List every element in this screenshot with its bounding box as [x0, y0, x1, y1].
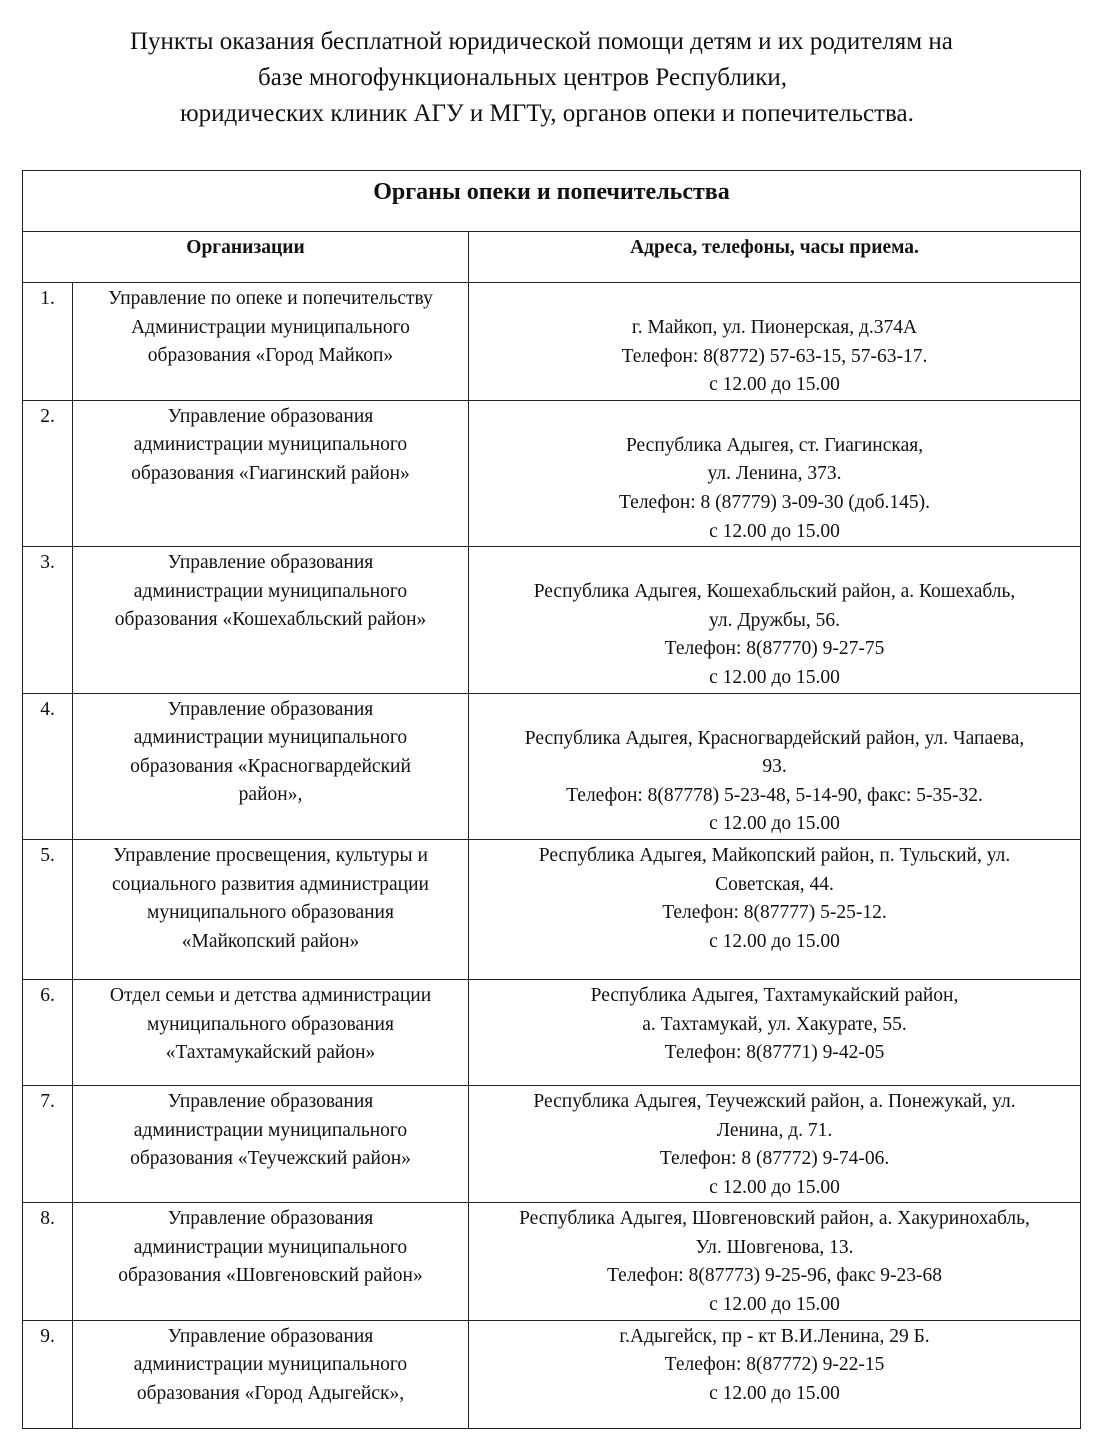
row-number: 4. — [23, 693, 73, 839]
org-line: администрации муниципального — [133, 1236, 408, 1258]
org-line: Управление просвещения, культуры и — [113, 844, 428, 866]
address-cell — [469, 1085, 1081, 1202]
org-line: администрации муниципального — [133, 434, 408, 456]
addr-line: Республика Адыгея, Майкопский район, п. Тульский, ул. — [538, 844, 1011, 866]
org-line: образования «Красногвардейский — [130, 755, 411, 777]
table-row — [23, 979, 1081, 1085]
addr-line: Телефон: 8(87777) 5-25-12. — [662, 902, 887, 924]
table-row — [23, 400, 1081, 546]
row-number: 8. — [23, 1203, 73, 1320]
addr-line: Телефон: 8(87770) 9-27-75 — [664, 638, 885, 660]
org-line: образования «Теучежский район» — [130, 1148, 411, 1170]
org-line: Управление образования — [167, 1090, 374, 1112]
addr-line: Телефон: 8(87771) 9-42-05 — [664, 1042, 885, 1064]
row-number: 9. — [23, 1320, 73, 1428]
org-line: Управление образования — [167, 1325, 374, 1347]
row-number: 3. — [23, 547, 73, 693]
table-row — [23, 1203, 1081, 1320]
addr-line: Телефон: 8(87772) 9-22-15 — [664, 1354, 885, 1376]
addr-line: с 12.00 до 15.00 — [709, 520, 840, 542]
org-line: Управление образования — [167, 405, 374, 427]
address-cell — [469, 839, 1081, 979]
org-line: образования «Город Майкоп» — [147, 345, 394, 367]
org-line: Управление образования — [167, 698, 374, 720]
addr-line: с 12.00 до 15.00 — [709, 1294, 840, 1316]
table-row — [23, 1085, 1081, 1202]
org-line: район», — [238, 784, 303, 806]
organization-cell — [73, 1203, 469, 1320]
org-line: муниципального образования — [147, 902, 394, 924]
org-line: образования «Кошехабльский район» — [114, 609, 427, 631]
addr-line: Ленина, д. 71. — [716, 1119, 833, 1141]
addr-line: Республика Адыгея, Шовгеновский район, а. Хакуринохабль, — [519, 1208, 1030, 1230]
address-cell — [469, 547, 1081, 693]
addr-line: Советская, 44. — [715, 873, 834, 895]
row-number: 7. — [23, 1085, 73, 1202]
addr-line: Республика Адыгея, Тахтамукайский район, — [590, 984, 959, 1006]
addr-line: а. Тахтамукай, ул. Хакурате, 55. — [642, 1013, 907, 1035]
organization-cell — [73, 693, 469, 839]
addr-line: ул. Ленина, 373. — [707, 463, 842, 485]
addr-line: Телефон: 8 (87772) 9-74-06. — [659, 1148, 890, 1170]
addr-line: г.Адыгейск, пр - кт В.И.Ленина, 29 Б. — [619, 1325, 930, 1347]
addr-line: г. Майкоп, ул. Пионерская, д.374А — [631, 317, 918, 338]
org-line: образования «Город Адыгейск», — [136, 1382, 405, 1404]
org-line: «Майкопский район» — [181, 930, 360, 952]
org-line: образования «Шовгеновский район» — [118, 1265, 423, 1287]
column-header-addresses: Адреса, телефоны, часы приема. — [469, 232, 1081, 283]
org-line: администрации муниципального — [133, 1354, 408, 1376]
organization-cell — [73, 979, 469, 1085]
table-caption: Органы опеки и попечительства — [23, 171, 1081, 232]
addr-line: с 12.00 до 15.00 — [709, 813, 840, 835]
table-row — [23, 547, 1081, 693]
org-line: администрации муниципального — [133, 580, 408, 602]
address-cell — [469, 693, 1081, 839]
addr-line: Телефон: 8(8772) 57-63-15, 57-63-17. — [621, 345, 928, 367]
org-line: администрации муниципального — [133, 727, 408, 749]
row-number: 1. — [23, 283, 73, 401]
addr-line: с 12.00 до 15.00 — [709, 374, 840, 396]
addr-line: с 12.00 до 15.00 — [709, 930, 840, 952]
address-cell — [469, 400, 1081, 546]
organization-cell — [73, 1320, 469, 1428]
org-line: муниципального образования — [147, 1013, 394, 1035]
guardianship-table — [22, 170, 1081, 1429]
org-line: администрации муниципального — [133, 1119, 408, 1141]
org-line: социального развития администрации — [112, 873, 429, 895]
table-row — [23, 1320, 1081, 1428]
addr-line: Телефон: 8(87773) 9-25-96, факс 9-23-68 — [607, 1265, 942, 1287]
organization-cell — [73, 839, 469, 979]
title-line-1: Пункты оказания бесплатной юридической помощи детям и их родителям на — [130, 28, 953, 55]
org-line: Отдел семьи и детства администрации — [109, 984, 432, 1006]
addr-line: 93. — [762, 756, 787, 778]
org-line: Управление образования — [167, 1208, 374, 1230]
address-cell — [469, 1203, 1081, 1320]
table-header-row — [23, 232, 1081, 283]
address-cell — [469, 1320, 1081, 1428]
addr-line: Телефон: 8(87778) 5-23-48, 5-14-90, факс: 5-35-32. — [566, 784, 983, 806]
column-header-organizations: Организации — [23, 232, 469, 283]
table-row — [23, 839, 1081, 979]
addr-line: Республика Адыгея, Теучежский район, а. Понежукай, ул. — [533, 1090, 1016, 1112]
address-cell — [469, 283, 1081, 401]
org-line: Управление по опеке и попечительству — [108, 288, 433, 309]
organization-cell — [73, 1085, 469, 1202]
org-line: «Тахтамукайский район» — [165, 1042, 376, 1064]
table-caption-row — [23, 171, 1081, 232]
addr-line: Республика Адыгея, Красногвардейский район, ул. Чапаева, — [524, 727, 1025, 749]
title-line-3: юридических клиник АГУ и МГТу, органов опеки и попечительства. — [180, 100, 914, 127]
organization-cell — [73, 547, 469, 693]
org-line: Управление образования — [167, 552, 374, 574]
org-line: образования «Гиагинский район» — [131, 462, 410, 484]
address-cell — [469, 979, 1081, 1085]
addr-line: с 12.00 до 15.00 — [709, 666, 840, 688]
addr-line: Телефон: 8 (87779) 3-09-30 (доб.145). — [619, 491, 930, 513]
table-row — [23, 283, 1081, 401]
organization-cell — [73, 283, 469, 401]
addr-line: ул. Дружбы, 56. — [708, 609, 841, 631]
row-number: 2. — [23, 400, 73, 546]
table-row — [23, 693, 1081, 839]
addr-line: Республика Адыгея, ст. Гиагинская, — [625, 434, 924, 456]
addr-line: с 12.00 до 15.00 — [709, 1176, 840, 1198]
title-line-2: базе многофункциональных центров Республики, — [258, 64, 788, 91]
org-line: Администрации муниципального — [131, 316, 410, 338]
addr-line: Республика Адыгея, Кошехабльский район, а. Кошехабль, — [533, 581, 1016, 603]
addr-line: Ул. Шовгенова, 13. — [695, 1236, 854, 1258]
addr-line: с 12.00 до 15.00 — [709, 1382, 840, 1404]
row-number: 6. — [23, 979, 73, 1085]
organization-cell — [73, 400, 469, 546]
row-number: 5. — [23, 839, 73, 979]
